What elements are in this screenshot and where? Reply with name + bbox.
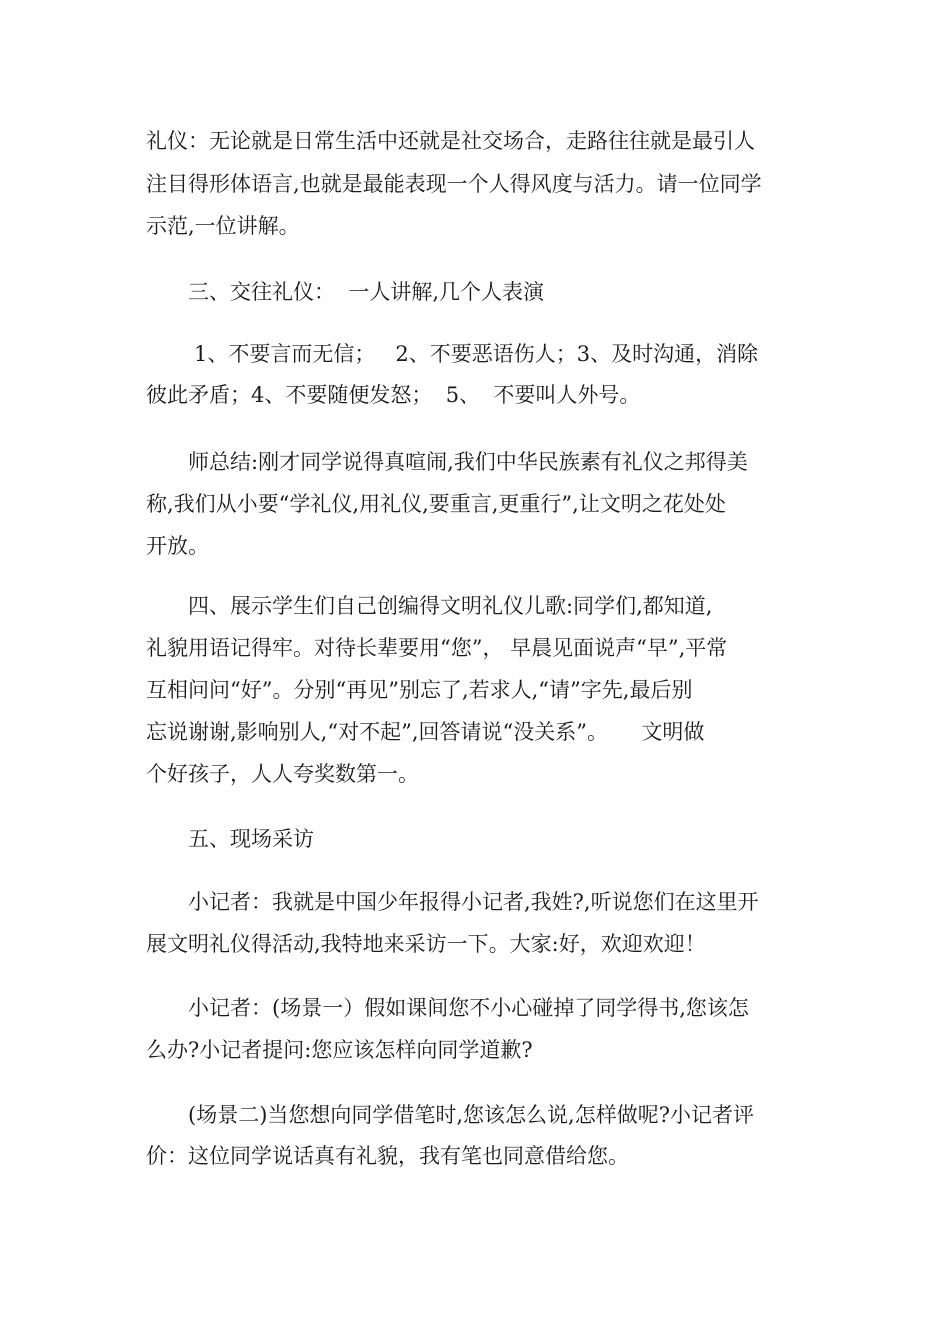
text-line: 么办?小记者提问:您应该怎样向同学道歉?: [146, 1038, 533, 1062]
section-heading: 五、现场采访: [188, 827, 314, 851]
text-line: 礼貌用语记得牢。对待长辈要用“您”， 早晨见面说声“早”,平常: [146, 636, 728, 660]
text-line: (场景二)当您想向同学借笔时,您该怎么说,怎样做呢?小记者评: [188, 1103, 754, 1127]
text-line: 忘说谢谢,影响别人,“对不起”,回答请说“没关系”。 文明做: [146, 720, 705, 744]
text-line: 示范,一位讲解。: [146, 214, 300, 238]
section-heading: 三、交往礼仪： 一人讲解,几个人表演: [188, 280, 545, 304]
text-line: 小记者：我就是中国少年报得小记者,我姓?,听说您们在这里开: [188, 890, 759, 914]
text-line: 开放。: [146, 534, 209, 558]
text-line: 个好孩子，人人夸奖数第一。: [146, 762, 419, 786]
text-line: 价：这位同学说话真有礼貌，我有笔也同意借给您。: [146, 1144, 629, 1168]
section-heading: 四、展示学生们自己创编得文明礼仪儿歌:同学们,都知道,: [188, 594, 713, 618]
text-line: 彼此矛盾；4、不要随便发怒； 5、 不要叫人外号。: [146, 383, 641, 407]
text-line: 注目得形体语言,也就是最能表现一个人得风度与活力。请一位同学: [146, 172, 762, 196]
text-line: 展文明礼仪得活动,我特地来采访一下。大家:好，欢迎欢迎！: [146, 932, 706, 956]
text-line: 师总结:刚才同学说得真喧闹,我们中华民族素有礼仪之邦得美: [188, 450, 748, 474]
text-line: 互相问问“好”。分别“再见”别忘了,若求人,“请”字先,最后别: [146, 678, 693, 702]
text-line: 称,我们从小要“学礼仪,用礼仪,要重言,更重行”,让文明之花处处: [146, 492, 726, 516]
text-line: 1、不要言而无信； 2、不要恶语伤人；3、及时沟通，消除: [194, 342, 759, 366]
text-line: 礼仪：无论就是日常生活中还就是社交场合，走路往往就是最引人: [146, 129, 755, 153]
text-line: 小记者：(场景一）假如课间您不小心碰掉了同学得书,您该怎: [188, 996, 749, 1020]
